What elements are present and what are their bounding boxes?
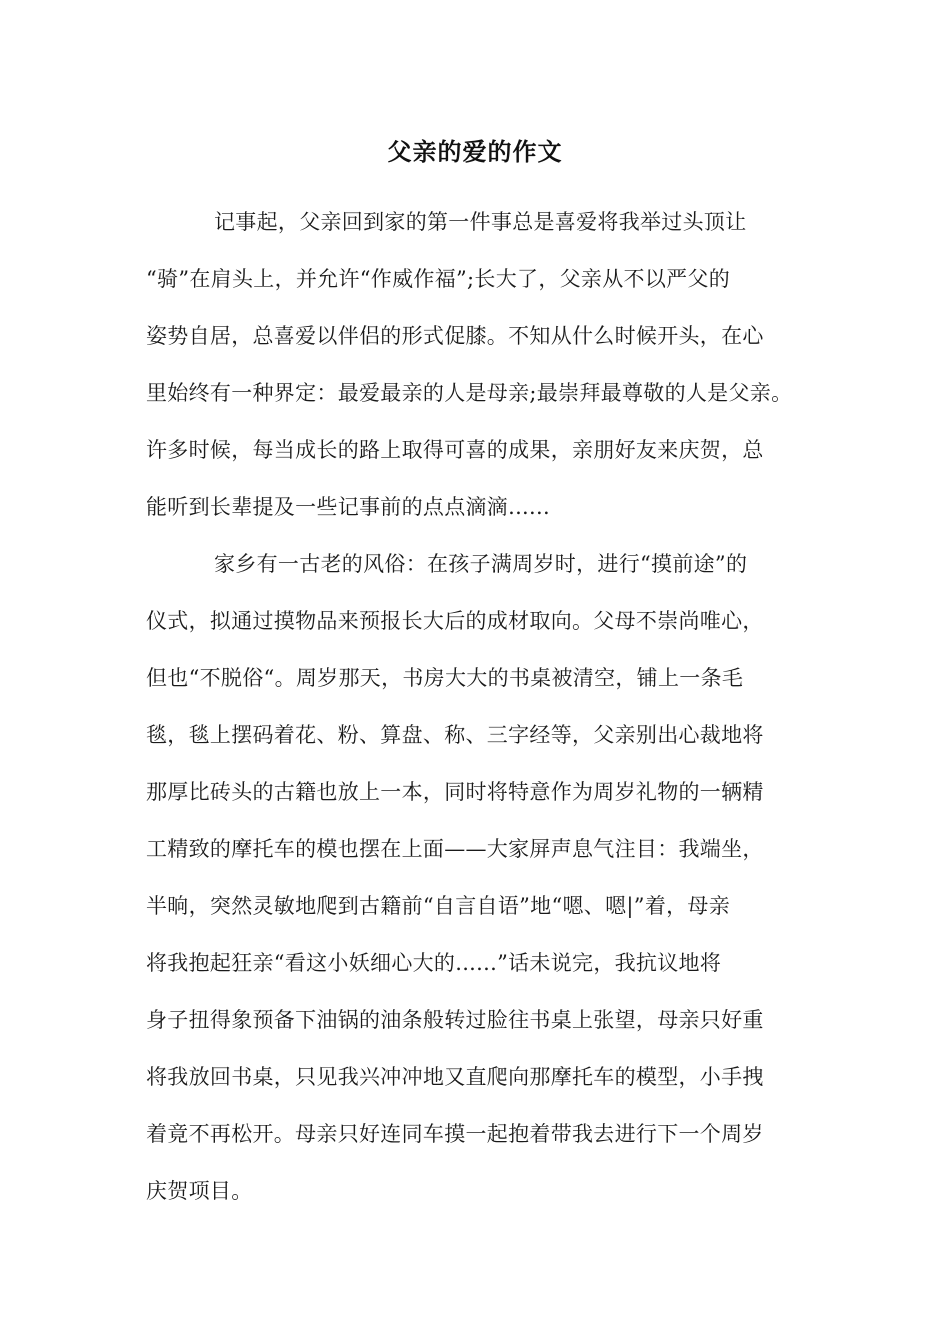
paragraph-1-line-5: 许多时候，每当成长的路上取得可喜的成果，亲朋好友来庆贺，总	[146, 438, 764, 462]
paragraph-1-line-6: 能听到长辈提及一些记事前的点点滴滴......	[146, 495, 550, 519]
paragraph-2-line-3: 但也“不脱俗“。周岁那天，书房大大的书桌被清空，铺上一条毛	[146, 666, 744, 690]
paragraph-2-line-8: 将我抱起狂亲“看这小妖细心大的......”话未说完，我抗议地将	[146, 951, 722, 975]
paragraph-1-line-1: 记事起，父亲回到家的第一件事总是喜爱将我举过头顶让	[214, 210, 747, 234]
paragraph-2-line-2: 仪式，拟通过摸物品来预报长大后的成材取向。父母不崇尚唯心，	[146, 609, 764, 633]
paragraph-2-line-11: 着竟不再松开。母亲只好连同车摸一起抱着带我去进行下一个周岁	[146, 1122, 764, 1146]
paragraph-2-line-5: 那厚比砖头的古籍也放上一本，同时将特意作为周岁礼物的一辆精	[146, 780, 764, 804]
paragraph-2-line-7: 半晌，突然灵敏地爬到古籍前“自言自语”地“嗯、嗯|”着，母亲	[146, 894, 731, 918]
paragraph-2-line-1: 家乡有一古老的风俗：在孩子满周岁时，进行“摸前途”的	[214, 552, 748, 576]
paragraph-1-line-2: “骑”在肩头上，并允许“作威作福”;长大了，父亲从不以严父的	[146, 267, 731, 291]
paragraph-1-line-4: 里始终有一种界定：最爱最亲的人是母亲;最崇拜最尊敬的人是父亲。	[146, 381, 793, 405]
paragraph-2-line-9: 身子扭得象预备下油锅的油条般转过脸往书桌上张望，母亲只好重	[146, 1008, 764, 1032]
paragraph-2-line-12: 庆贺项目。	[146, 1179, 253, 1203]
paragraph-2-line-6: 工精致的摩托车的模也摆在上面——大家屏声息气注目：我端坐，	[146, 837, 764, 861]
paragraph-2-line-10: 将我放回书桌，只见我兴冲冲地又直爬向那摩托车的模型，小手拽	[146, 1065, 764, 1089]
paragraph-1-line-3: 姿势自居，总喜爱以伴侣的形式促膝。不知从什么时候开头，在心	[146, 324, 764, 348]
paragraph-2-line-4: 毯，毯上摆码着花、粉、算盘、称、三字经等，父亲别出心裁地将	[146, 723, 764, 747]
page-title: 父亲的爱的作文	[387, 138, 563, 166]
